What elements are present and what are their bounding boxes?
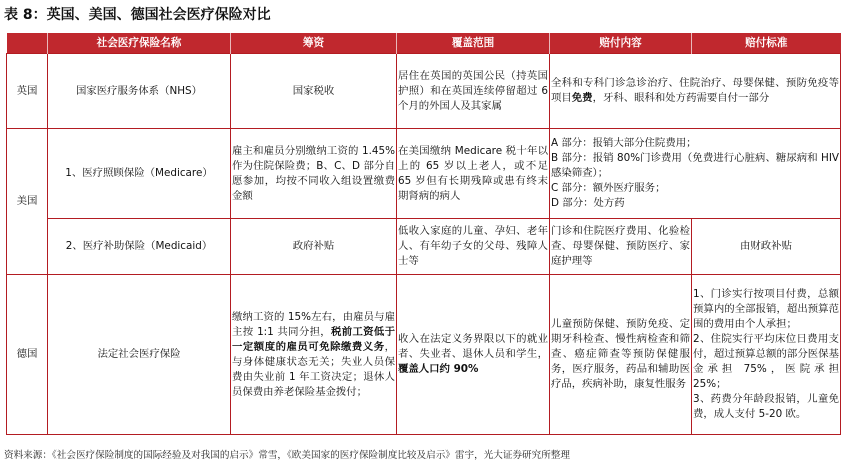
de-coverage-text: 收入在法定义务界限以下的就业者、失业者、退休人员和学生， (398, 333, 548, 360)
de-funding-text: 缴纳工资的 15%左右，由雇员与雇主按 1:1 共同分担， (232, 310, 395, 338)
us-medicare-coverage: 在美国缴纳 Medicare 税十年以上的 65 岁以上老人，或不足 65 岁但有长期残障或患有终末期肾病的病人 (397, 129, 550, 219)
de-funding-text-2: ，与身体健康状态无关；失业人员保费由失业前 1 年工资决定；退休人员保费由养老保险基金拨付； (232, 340, 395, 398)
us-medicare-part-a: A 部分：报销大部分住院费用； (551, 137, 697, 149)
us-medicaid-funding: 政府补贴 (231, 219, 397, 275)
de-name: 法定社会医疗保险 (48, 275, 231, 435)
table-row-us-medicare (7, 129, 841, 219)
uk-coverage: 居住在英国的英国公民（持英国护照）和在英国连续停留超过 6 个月的外国人及其家属 (397, 54, 550, 129)
uk-funding: 国家税收 (231, 54, 397, 129)
us-medicaid-standard: 由财政补贴 (692, 219, 841, 275)
uk-name: 国家医疗服务体系（NHS） (48, 54, 231, 129)
us-medicare-funding: 雇主和雇员分别缴纳工资的 1.45%作为住院保险费；B、C、D 部分自愿参加，均按不同收入组设置缴费金额 (231, 129, 397, 219)
us-medicaid-name: 2、医疗补助保险（Medicaid） (48, 219, 231, 275)
de-standard-outpatient: 1、门诊实行按项目付费，总额预算内的全部报销，超出预算范围的费用由个人承担； (693, 288, 839, 330)
uk-content (550, 54, 841, 129)
comparison-table (6, 33, 841, 435)
us-medicare-name: 1、医疗照顾保险（Medicare） (48, 129, 231, 219)
uk-content-text: 全科和专科门诊急诊治疗、住院治疗、母婴保健、预防免疫等项目 (551, 77, 839, 104)
table-row-us-medicaid (7, 219, 841, 275)
de-content: 儿童预防保健、预防免疫、定期牙科检查、慢性病检查和筛查、癌症筛查等预防保健服务，医疗服务，药品和辅助医疗品，疾病补助，康复性服务 (550, 275, 692, 435)
de-funding (231, 275, 397, 435)
header-coverage: 覆盖范围 (397, 33, 550, 54)
de-standard-inpatient: 2、住院实行平均床位日费用支付，超过预算总额的部分医保基金承担 75%，医院承担 25%； (693, 333, 839, 390)
de-country: 德国 (7, 275, 48, 435)
us-medicare-part-c: C 部分：额外医疗服务； (551, 182, 666, 194)
header-standard: 赔付标准 (692, 33, 841, 54)
table-row-de (7, 275, 841, 435)
de-coverage-ratio: 覆盖人口约 90% (398, 363, 479, 375)
us-country: 美国 (7, 129, 48, 275)
us-medicare-part-d: D 部分：处方药 (551, 197, 625, 209)
table-title: 表 8：英国、美国、德国社会医疗保险对比 (4, 7, 271, 23)
de-standard-drugs: 3、药费分年龄段报销，儿童免费，成人支付 5-20 欧。 (693, 393, 839, 420)
us-medicare-content (550, 129, 841, 219)
us-medicaid-content: 门诊和住院医疗费用、化验检查、母婴保健、预防医疗、家庭护理等 (550, 219, 692, 275)
table-row-uk (7, 54, 841, 129)
source-footnote: 资料来源：《社会医疗保险制度的国际经验及对我国的启示》常雪，《欧美国家的医疗保险制度比较及启示》雷宇，光大证券研究所整理 (4, 450, 571, 461)
us-medicaid-coverage: 低收入家庭的儿童、孕妇、老年人、有年幼子女的父母、残障人士等 (397, 219, 550, 275)
de-coverage (397, 275, 550, 435)
de-standard (692, 275, 841, 435)
header-insurance-name: 社会医疗保险名称 (48, 33, 231, 54)
header-country (7, 33, 48, 54)
header-content: 赔付内容 (550, 33, 692, 54)
header-row (7, 33, 841, 54)
de-funding-exemption: 税前工资低于一定额度的雇员可免除缴费义务 (232, 325, 395, 353)
uk-content-text-2: ，牙科、眼科和处方药需要自付一部分 (592, 92, 770, 104)
header-funding: 筹资 (231, 33, 397, 54)
uk-content-free: 免费 (571, 92, 593, 104)
us-medicare-part-b: B 部分：报销 80%门诊费用（免费进行心脏病、糖尿病和 HIV 感染筛查）； (551, 152, 839, 179)
uk-country: 英国 (7, 54, 48, 129)
